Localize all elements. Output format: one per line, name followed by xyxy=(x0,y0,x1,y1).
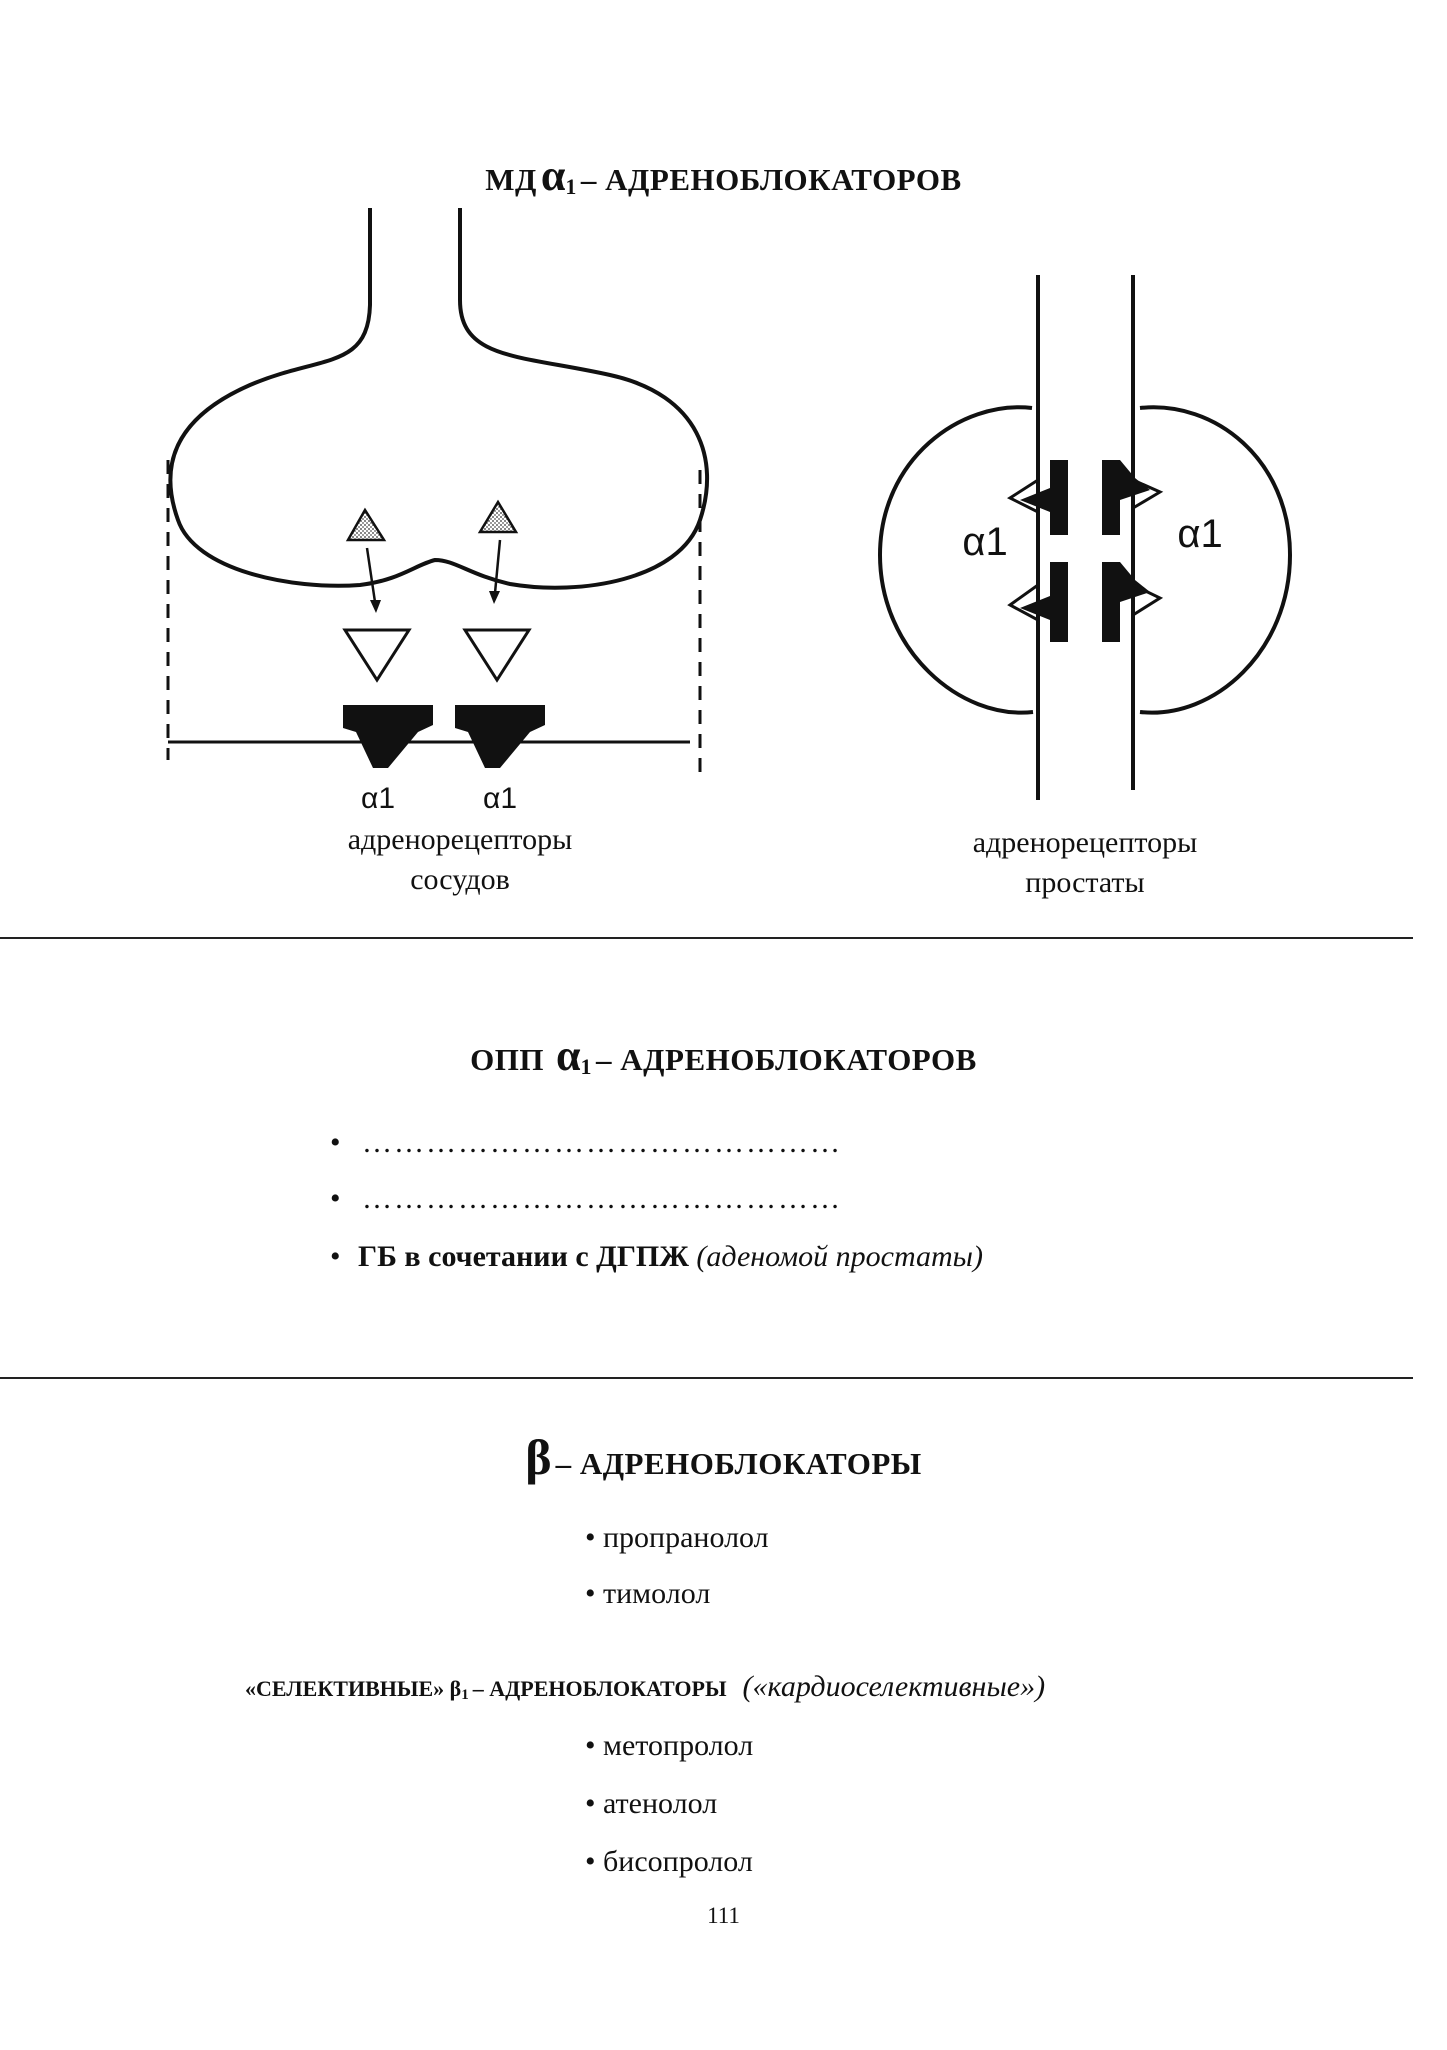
prostate-receptor-3 xyxy=(1020,562,1068,642)
divider-1 xyxy=(0,937,1413,939)
vessel-receptors-caption xyxy=(260,820,660,900)
drug-item: • бисопролол xyxy=(585,1845,753,1878)
prostate-outline-right xyxy=(1140,407,1290,712)
drug-item: • метопролол xyxy=(585,1729,754,1762)
section4-italic-note: («кардиоселективные») xyxy=(742,1670,1046,1703)
receptor-label-left-2: α1 xyxy=(482,782,518,815)
prostate-caption-line2: простаты xyxy=(1025,866,1145,899)
section4-title-prefix: «СЕЛЕКТИВНЫЕ» β xyxy=(245,1676,462,1701)
release-arrow-2 xyxy=(495,540,500,593)
drug-item: • атенолол xyxy=(585,1787,718,1820)
open-triangle-2 xyxy=(465,630,529,680)
section2-title-greek: α xyxy=(555,1031,581,1080)
transmitter-triangle-2 xyxy=(480,502,516,532)
prostate-receptor-1 xyxy=(1020,460,1068,535)
release-arrow-1 xyxy=(367,548,375,602)
prostate-outline-left xyxy=(880,407,1033,712)
section3-title-greek: β xyxy=(525,1429,552,1485)
section4-title xyxy=(245,1670,1045,1704)
release-arrowhead-1 xyxy=(370,600,381,613)
synapse-diagram xyxy=(0,0,1447,900)
section4-title-suffix: – АДРЕНОБЛОКАТОРЫ xyxy=(472,1676,727,1701)
prostate-receptors-caption xyxy=(880,823,1290,903)
divider-2 xyxy=(0,1377,1413,1379)
section1-title-prefix: МД xyxy=(485,162,537,197)
drug-item: • пропранолол xyxy=(585,1521,769,1554)
transmitter-triangle-1 xyxy=(348,510,384,540)
section2-title-suffix: – АДРЕНОБЛОКАТОРОВ xyxy=(596,1042,977,1077)
prostate-receptor-label-left: α1 xyxy=(962,520,1008,564)
receptor-shape-2 xyxy=(455,705,545,768)
prostate-receptor-label-right: α1 xyxy=(1177,512,1223,556)
section3-title-suffix: – АДРЕНОБЛОКАТОРЫ xyxy=(555,1446,922,1481)
bullet-marker: • xyxy=(330,1182,341,1215)
section1-title-suffix: – АДРЕНОБЛОКАТОРОВ xyxy=(580,162,962,197)
indication-bullet-2 xyxy=(330,1178,842,1220)
indication-italic-text: (аденомой простаты) xyxy=(696,1240,983,1273)
section3-title xyxy=(0,1428,1447,1486)
indication-bold-text: ГБ в сочетании с ДГПЖ xyxy=(358,1240,689,1273)
axon-terminal xyxy=(170,208,707,588)
prostate-receptor-4 xyxy=(1102,562,1150,642)
receptor-label-left-1: α1 xyxy=(360,782,396,815)
blank-dots: ……………………………………… xyxy=(362,1126,843,1159)
release-arrowhead-2 xyxy=(489,591,500,604)
blank-dots: ……………………………………… xyxy=(362,1182,843,1215)
bullet-marker: • xyxy=(330,1126,341,1159)
section2-title xyxy=(0,1030,1447,1081)
section1-title-greek: α xyxy=(540,151,566,200)
prostate-receptor-2 xyxy=(1102,460,1150,535)
vessel-caption-line1: адренорецепторы xyxy=(347,823,573,856)
indication-bullet-3 xyxy=(330,1236,983,1278)
section1-title-sub: 1 xyxy=(565,174,577,199)
drug-item: • тимолол xyxy=(585,1577,711,1610)
vessel-caption-line2: сосудов xyxy=(410,863,510,896)
open-triangle-1 xyxy=(345,630,409,680)
section2-title-sub: 1 xyxy=(580,1054,593,1079)
prostate-caption-line1: адренорецепторы xyxy=(972,826,1198,859)
section4-title-sub: 1 xyxy=(461,1687,469,1703)
receptor-shape-1 xyxy=(343,705,433,768)
indication-bullet-1 xyxy=(330,1122,842,1164)
page-number: 111 xyxy=(707,1903,740,1928)
section2-title-prefix: ОПП xyxy=(470,1042,544,1077)
bullet-marker: • xyxy=(330,1240,341,1273)
